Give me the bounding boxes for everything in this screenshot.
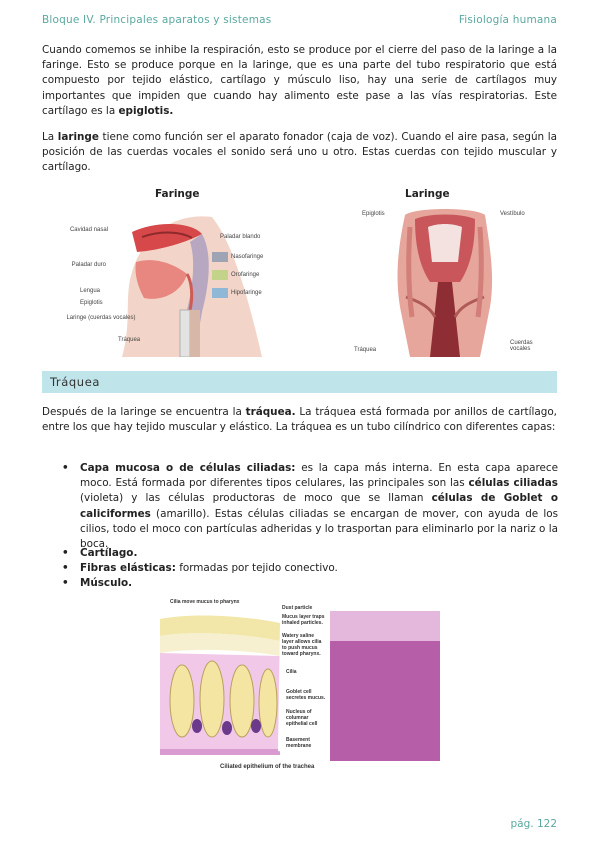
legend-label-nasofaringe: Nasofaringe [231,254,264,260]
bullet-fibras-elasticas [58,561,558,576]
bullet-1-text-b: (violeta) y las células productoras de moco que se llaman [80,492,432,505]
faringe-label-epiglotis: Epiglotis [80,300,103,306]
bullet-cartilago [58,546,558,561]
cilia-label-goblet: Goblet cell secretes mucus. [286,689,326,701]
cilia-label-basement: Basement membrane [286,737,312,749]
traquea-bullets-2 [58,546,558,592]
faringe-figure [62,212,284,357]
bullet-1-bold-2: células ciliadas [468,477,558,490]
bullet-2-bold: Cartílago. [80,547,138,559]
laringe-figure [350,207,550,359]
laringe-label-cuerdas: Cuerdas vocales [510,340,533,352]
laringe-label-traquea: Tráquea [354,347,377,353]
bullet-1-bold: Capa mucosa o de células ciliadas: [80,462,296,474]
laringe-illustration [350,207,550,359]
intro-paragraph-1 [42,43,557,119]
bullet-4-bold: Músculo. [80,577,133,590]
cilia-label-saline-layer: Watery saline layer allows cilia to push mucus toward pharynx. [282,633,322,657]
traquea-bullets-1 [58,461,558,552]
legend-item-orofaringe [212,270,263,280]
intro-p1-text: Cuando comemos se inhibe la respiración, esto se produce por el cierre del paso de la laringe a la faringe. Esto se produce porque en la laringe, que es una parte del tubo respiratorio que está compuesto por tejido elástico, cartílago y músculo liso, hay una serie de cartílagos muy importantes que impiden que cuando hay alimento este pase a las vías respiratorias. Este cartílago es la [42,44,557,117]
section-title: Tráquea [50,375,101,389]
bullet-musculo [58,576,558,591]
faringe-label-traquea: Tráquea [118,337,141,343]
intro-p1-bold: epiglotis. [118,104,174,117]
cilia-label-dust: Dust particle [282,605,313,611]
cilia-caption: Ciliated epithelium of the trachea [220,764,315,770]
legend-item-nasofaringe [212,252,263,262]
faringe-label-laringe: Laringe (cuerdas vocales) [66,315,136,321]
intro-paragraph-2 [42,130,557,176]
faringe-label-paladar-blando: Paladar blando [220,234,261,240]
legend-label-hipofaringe: Hipofaringe [231,290,262,296]
cilia-label-nucleus: Nucleus of columnar epithelial cell [286,709,318,727]
intro-p2-text-b: tiene como función ser el aparato fonador (caja de voz). Cuando el aire pasa, según la posición de las cuerdas vocales el sonido será uno u otro. Estas cuerdas con tejido muscular y cartílago. [42,131,557,174]
bullet-dot: • [62,547,69,559]
faringe-label-cavidad: Cavidad nasal [69,227,108,233]
bullet-capa-mucosa [58,461,558,552]
bullet-1-text-c: (amarillo). Estas células ciliadas se encargan de mover, con ayuda de los cilios, todo el moco con partículas adheridas y lo trasportan para eliminarlo por la nariz o la boca. [80,507,558,551]
traquea-p-text-a: Después de la laringe se encuentra la [42,406,246,418]
bullet-3-bold: Fibras elásticas: [80,562,176,575]
cilia-figure [160,601,440,776]
legend-label-orofaringe: Orofaringe [231,272,260,278]
laringe-label-vestibulo: Vestíbulo [500,211,525,217]
bullet-3-text: formadas por tejido conectivo. [175,562,338,575]
cilia-label-mucus-layer: Mucus layer traps inhaled particles. [282,614,325,626]
legend-item-hipofaringe [212,288,263,298]
bullet-1-text-a: es la capa más interna. En esta capa aparece moco. Está formada por diferentes tipos celulares, las principales son las [80,462,558,490]
section-traquea-header [42,371,557,393]
cilia-label-move-mucus: Cilia move mucus to pharynx [170,599,240,605]
header-left: Bloque IV. Principales aparatos y sistemas [42,14,272,26]
traquea-p-text-b: La tráquea está formada por anillos de cartílago, entre los que hay tejido muscular y elástico. La tráquea es un tubo cilíndrico con diferentes capas: [42,406,557,434]
bullet-1-bold-3: células de Goblet o caliciformes [80,492,558,520]
cilia-label-cilia: Cilia [286,669,297,675]
bullet-dot: • [62,577,69,590]
faringe-title: Faringe [155,188,200,200]
laringe-title: Laringe [405,188,450,200]
bullet-dot: • [62,562,69,575]
intro-p2-text-a: La [42,131,58,143]
legend-swatch-nasofaringe [212,252,228,262]
bullet-dot: • [62,462,69,474]
traquea-p-bold: tráquea. [245,406,296,418]
faringe-label-paladar-duro: Paladar duro [71,262,106,268]
intro-p2-bold: laringe [57,131,99,143]
legend-swatch-hipofaringe [212,288,228,298]
faringe-label-lengua: Lengua [80,288,101,294]
laringe-label-epiglotis: Epiglotis [362,211,385,217]
traquea-paragraph [42,405,557,435]
legend-swatch-orofaringe [212,270,228,280]
header-right: Fisiología humana [458,14,557,26]
page-number: pág. 122 [510,818,557,830]
faringe-legend [212,252,263,298]
